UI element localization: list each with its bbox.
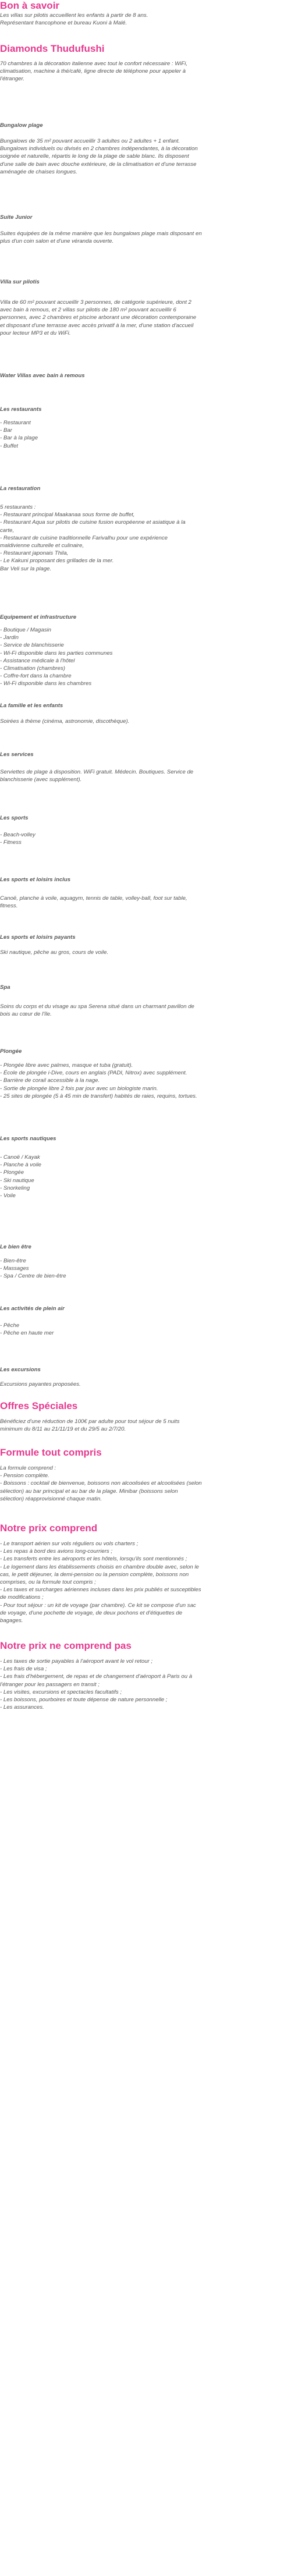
section-les-sports-nautiques-heading: Les sports nautiques <box>0 1136 56 1142</box>
section-les-sports-line: - Beach-volley <box>0 832 36 838</box>
hotel-description-line: l'étranger. <box>0 76 25 83</box>
section-les-activites-de-plein-air-heading: Les activités de plein air <box>0 1305 65 1312</box>
price-includes-line: - Le logement dans les établissements choisis en chambre double avec, selon le <box>0 1563 199 1570</box>
section-bungalow-plage-line: soignée et naturelle, répartis le long de la plage de sable blanc. Ils disposent <box>0 153 189 160</box>
section-les-sports-heading: Les sports <box>0 815 29 821</box>
section-le-bien-etre-heading: Le bien être <box>0 1244 31 1250</box>
section-equipement-et-infrastructure-line: - Climatisation (chambres) <box>0 665 65 672</box>
section-la-restauration-line: - Restaurant principal Maakanaa sous forme de buffet, <box>0 512 135 519</box>
section-le-bien-etre-line: - Bien-être <box>0 1258 26 1264</box>
price-includes-line: - Pour tout séjour : un kit de voyage (par chambre). Ce kit se compose d'un sac <box>0 1602 196 1609</box>
price-includes-line: cas, le petit déjeuner, la demi-pension ou la pension complète, boissons non <box>0 1571 189 1578</box>
intro-line: Les villas sur pilotis accueillent les enfants à partir de 8 ans. <box>0 12 148 19</box>
all-inclusive-formula-line: - Boissons : cocktail de bienvenue, boissons non alcoolisées et alcoolisées (selon <box>0 1480 202 1487</box>
section-les-restaurants-heading: Les restaurants <box>0 406 42 413</box>
section-suite-junior-heading: Suite Junior <box>0 214 33 221</box>
section-villa-sur-pilotis-line: et disposant d'une terrasse avec accès privatif à la mer, d'une station d'accueil <box>0 322 194 329</box>
section-plongee-line: - École de plongée i-Dive, cours en anglais (PADI, Nitrox) avec supplément. <box>0 1070 187 1077</box>
section-la-restauration-line: - Restaurant de cuisine traditionnelle Farivalhu pour une expérience <box>0 534 168 541</box>
price-includes-line: - Les repas à bord des avions long-courriers ; <box>0 1548 113 1555</box>
section-les-sports-nautiques-line: - Snorkeling <box>0 1184 30 1191</box>
section-equipement-et-infrastructure-line: - Boutique / Magasin <box>0 627 51 633</box>
section-la-restauration-line: carte, <box>0 527 14 534</box>
price-excludes-line: l'étranger pour les passagers en transit ; <box>0 1681 100 1688</box>
section-les-sports-et-loisirs-payants-heading: Les sports et loisirs payants <box>0 934 76 941</box>
hotel-description-line: 70 chambres à la décoration italienne avec tout le confort nécessaire : WiFi, <box>0 61 188 67</box>
section-les-services-line: Serviettes de plage à disposition. WiFi gratuit. Médecin. Boutiques. Service de <box>0 769 194 775</box>
special-offers-line: minimum du 8/11 au 21/11/19 et du 29/5 au 2/7/20. <box>0 1426 126 1433</box>
section-equipement-et-infrastructure-line: - Wi-Fi disponible dans les chambres <box>0 680 92 687</box>
section-les-activites-de-plein-air-line: - Pêche <box>0 1322 20 1329</box>
section-les-sports-et-loisirs-inclus-heading: Les sports et loisirs inclus <box>0 877 71 883</box>
section-les-services-heading: Les services <box>0 751 34 758</box>
section-la-restauration-line: Bar Veli sur la plage. <box>0 565 52 572</box>
section-bungalow-plage-heading: Bungalow plage <box>0 122 43 129</box>
price-includes-title: Notre prix comprend <box>0 1523 98 1534</box>
section-bungalow-plage-line: d'une salle de bain avec douche extérieure, de la climatisation et d'une terrasse <box>0 161 197 168</box>
price-excludes-title: Notre prix ne comprend pas <box>0 1640 132 1651</box>
section-equipement-et-infrastructure-line: - Coffre-fort dans la chambre <box>0 673 72 680</box>
section-les-services-line: blanchisserie (avec supplément). <box>0 776 82 783</box>
section-les-sports-et-loisirs-payants-line: Ski nautique, pêche au gros, cours de voile. <box>0 949 109 956</box>
section-suite-junior-line: plus d'un coin salon et d'une véranda ouverte. <box>0 238 114 245</box>
price-includes-line: - Les transferts entre les aéroports et les hôtels, lorsqu'ils sont mentionnés ; <box>0 1556 187 1563</box>
section-les-excursions-line: Excursions payantes proposées. <box>0 1381 81 1388</box>
intro-line: Représentant francophone et bureau Kuoni à Malé. <box>0 20 127 27</box>
section-les-sports-nautiques-line: - Planche à voile <box>0 1162 41 1169</box>
section-spa-line: bois au cœur de l'île. <box>0 1011 52 1018</box>
section-villa-sur-pilotis-line: avec bain à remous, et 2 villas sur pilotis de 180 m² pouvant accueillir 6 <box>0 307 176 314</box>
price-excludes-line: - Les boissons, pourboires et toute dépense de nature personnelle ; <box>0 1697 168 1703</box>
section-bungalow-plage-line: aménagée de chaises longues. <box>0 168 77 175</box>
section-plongee-line: - Plongée libre avec palmes, masque et tuba (gratuit). <box>0 1062 133 1069</box>
section-les-restaurants-line: - Restaurant <box>0 420 31 426</box>
section-spa-line: Soins du corps et du visage au spa Serena situé dans un charmant pavillon de <box>0 1003 194 1010</box>
section-equipement-et-infrastructure-line: - Wi-Fi disponible dans les parties communes <box>0 650 113 657</box>
section-les-excursions-heading: Les excursions <box>0 1367 41 1373</box>
all-inclusive-formula-line: - Pension complète. <box>0 1472 49 1479</box>
section-les-restaurants-line: - Bar <box>0 427 12 434</box>
price-excludes-line: - Les assurances. <box>0 1704 44 1711</box>
section-equipement-et-infrastructure-line: - Jardin <box>0 634 19 641</box>
section-la-restauration-line: maldivienne culturelle et culinaire, <box>0 542 84 549</box>
section-villa-sur-pilotis-line: Villa de 60 m² pouvant accueillir 3 personnes, de catégorie supérieure, dont 2 <box>0 299 191 306</box>
section-la-restauration-line: - Le Kakuni proposant des grillades de la mer. <box>0 558 114 565</box>
section-la-restauration-heading: La restauration <box>0 485 41 492</box>
special-offers-title: Offres Spéciales <box>0 1400 78 1411</box>
section-villa-sur-pilotis-line: personnes, avec 2 chambres et piscine arborant une décoration contemporaine <box>0 314 197 321</box>
section-les-sports-et-loisirs-inclus-line: Canoë, planche à voile, aquagym, tennis de table, volley-ball, foot sur table, <box>0 895 187 902</box>
section-la-famille-et-les-enfants-line: Soirées à thème (cinéma, astronomie, discothèque). <box>0 718 130 725</box>
section-villa-sur-pilotis-line: pour lecteur MP3 et du WiFi. <box>0 329 71 336</box>
all-inclusive-formula-line: sélection) réapprovisionné chaque matin. <box>0 1495 102 1502</box>
section-equipement-et-infrastructure-line: - Assistance médicale à l'hôtel <box>0 657 75 664</box>
price-includes-line: de modifications ; <box>0 1594 44 1601</box>
section-plongee-line: - Barrière de corail accessible à la nage. <box>0 1077 100 1084</box>
price-includes-line: de voyage, d'une pochette de voyage, de deux pochons et d'étiquettes de <box>0 1609 183 1616</box>
hotel-description-line: climatisation, machine à thé/café, ligne directe de téléphone pour appeler à <box>0 68 186 75</box>
section-la-restauration-line: - Restaurant japonais Thila, <box>0 550 69 557</box>
price-excludes-line: - Les frais d'hébergement, de repas et de changement d'aéroport à Paris ou à <box>0 1673 193 1680</box>
price-excludes-line: - Les visites, excursions et spectacles facultatifs ; <box>0 1688 122 1695</box>
section-water-villas-avec-bain-a-remous-heading: Water Villas avec bain à remous <box>0 372 85 379</box>
section-bungalow-plage-line: Bungalows de 35 m² pouvant accueillir 3 adultes ou 2 adultes + 1 enfant. <box>0 138 180 144</box>
section-le-bien-etre-line: - Spa / Centre de bien-être <box>0 1273 66 1280</box>
special-offers-line: Bénéficiez d'une réduction de 100€ par adulte pour tout séjour de 5 nuits <box>0 1418 180 1425</box>
price-excludes-line: - Les taxes de sortie payables à l'aéroport avant le vol retour ; <box>0 1658 153 1665</box>
price-includes-line: - Le transport aérien sur vols réguliers ou vols charters ; <box>0 1541 139 1547</box>
section-les-restaurants-line: - Buffet <box>0 442 18 449</box>
section-les-restaurants-line: - Bar à la plage <box>0 435 38 442</box>
section-les-sports-et-loisirs-inclus-line: fitness. <box>0 903 18 910</box>
all-inclusive-formula-line: La formule comprend : <box>0 1465 56 1471</box>
section-les-sports-nautiques-line: - Ski nautique <box>0 1177 34 1184</box>
section-plongee-heading: Plongée <box>0 1048 22 1055</box>
intro-title: Bon à savoir <box>0 0 60 11</box>
section-villa-sur-pilotis-heading: Villa sur pilotis <box>0 279 40 285</box>
section-la-restauration-line: - Restaurant Aqua sur pilotis de cuisine fusion européenne et asiatique à la <box>0 519 186 526</box>
section-le-bien-etre-line: - Massages <box>0 1265 29 1272</box>
all-inclusive-formula-title: Formule tout compris <box>0 1447 102 1458</box>
section-les-activites-de-plein-air-line: - Pêche en haute mer <box>0 1330 54 1337</box>
section-les-sports-line: - Fitness <box>0 839 22 846</box>
price-includes-line: - Les taxes et surcharges aériennes incluses dans les prix publiés et susceptibles <box>0 1587 201 1594</box>
price-includes-line: bagages. <box>0 1617 23 1624</box>
section-les-sports-nautiques-line: - Canoë / Kayak <box>0 1154 40 1161</box>
section-plongee-line: - 25 sites de plongée (5 à 45 min de transfert) habités de raies, requins, tortues. <box>0 1092 197 1099</box>
section-spa-heading: Spa <box>0 984 10 991</box>
all-inclusive-formula-line: sélection) au bar principal et au bar de la plage. Minibar (boissons selon <box>0 1488 178 1495</box>
section-equipement-et-infrastructure-line: - Service de blanchisserie <box>0 642 64 649</box>
section-suite-junior-line: Suites équipées de la même manière que les bungalows plage mais disposant en <box>0 230 202 237</box>
section-plongee-line: - Sortie de plongée libre 2 fois par jour avec un biologiste marin. <box>0 1085 158 1092</box>
price-includes-line: comprises, ou la formule tout compris ; <box>0 1579 96 1585</box>
hotel-title: Diamonds Thudufushi <box>0 43 105 54</box>
price-excludes-line: - Les frais de visa ; <box>0 1666 47 1673</box>
section-bungalow-plage-line: Bungalows individuels ou divisés en 2 chambres indépendantes, à la décoration <box>0 146 198 152</box>
section-les-sports-nautiques-line: - Voile <box>0 1193 16 1199</box>
section-les-sports-nautiques-line: - Plongée <box>0 1169 24 1176</box>
section-la-restauration-line: 5 restaurants : <box>0 504 36 510</box>
section-la-famille-et-les-enfants-heading: La famille et les enfants <box>0 702 63 709</box>
section-equipement-et-infrastructure-heading: Equipement et infrastructure <box>0 614 77 620</box>
